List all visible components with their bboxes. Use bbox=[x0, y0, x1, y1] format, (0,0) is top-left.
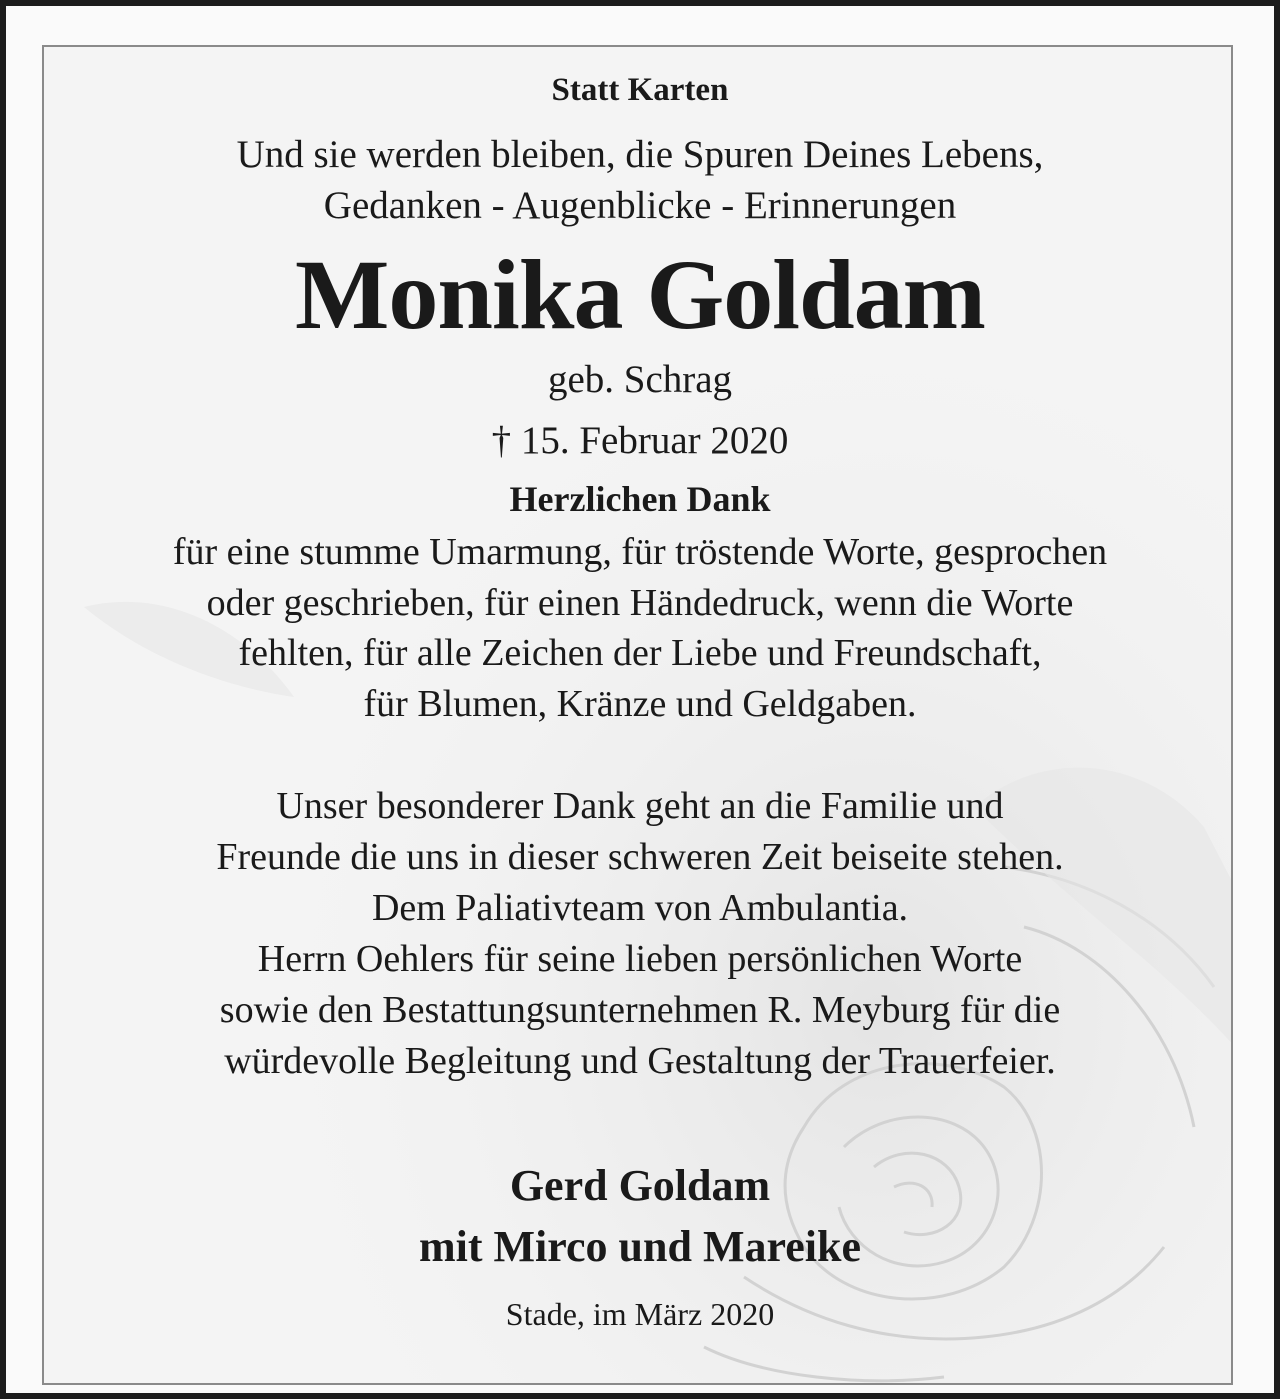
header-statt-karten: Statt Karten bbox=[551, 72, 729, 108]
thanks-paragraph1-line-3: fehlten, für alle Zeichen der Liebe und Freundschaft, bbox=[238, 632, 1042, 674]
thanks-paragraph1-line-2: oder geschrieben, für einen Händedruck, wenn die Worte bbox=[206, 582, 1074, 624]
thanks-paragraph2-line-2: Freunde die uns in dieser schweren Zeit beiseite stehen. bbox=[216, 836, 1064, 878]
thanks-heading: Herzlichen Dank bbox=[509, 479, 771, 519]
signature-line-2: mit Mirco und Mareike bbox=[419, 1222, 861, 1271]
thanks-paragraph2-line-5: sowie den Bestattungsunternehmen R. Meyburg für die bbox=[219, 989, 1061, 1031]
maiden-name: geb. Schrag bbox=[547, 358, 733, 401]
thanks-paragraph1-line-4: für Blumen, Kränze und Geldgaben. bbox=[363, 683, 917, 725]
verse-line-2: Gedanken - Augenblicke - Erinnerungen bbox=[323, 184, 957, 227]
deceased-name: Monika Goldam bbox=[295, 239, 985, 350]
thanks-paragraph2-line-6: würdevolle Begleitung und Gestaltung der Trauerfeier. bbox=[224, 1040, 1056, 1082]
place-date: Stade, im März 2020 bbox=[505, 1296, 775, 1332]
thanks-paragraph2-line-3: Dem Paliativteam von Ambulantia. bbox=[371, 887, 909, 929]
thanks-paragraph2-line-4: Herrn Oehlers für seine lieben persönlichen Worte bbox=[257, 938, 1023, 980]
verse-line-1: Und sie werden bleiben, die Spuren Deines Lebens, bbox=[236, 133, 1044, 176]
thanks-paragraph2-line-1: Unser besonderer Dank geht an die Familie und bbox=[276, 785, 1004, 827]
signature-line-1: Gerd Goldam bbox=[509, 1161, 771, 1210]
thanks-paragraph1-line-1: für eine stumme Umarmung, für tröstende Worte, gesprochen bbox=[172, 531, 1108, 573]
death-date: † 15. Februar 2020 bbox=[491, 419, 789, 462]
